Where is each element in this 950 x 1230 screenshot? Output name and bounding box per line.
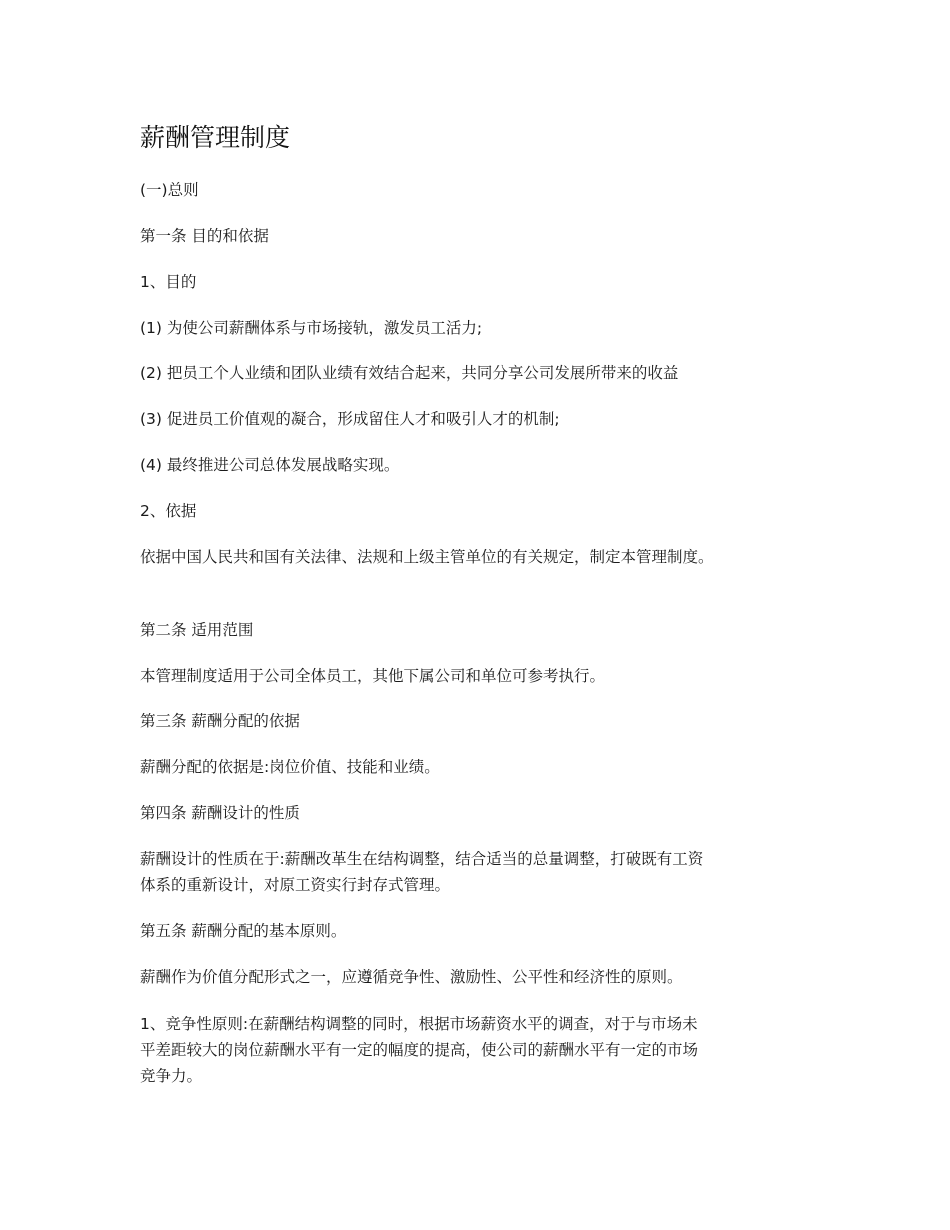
- article-4-paragraph: [140, 846, 820, 898]
- section-heading-general: (一)总则: [140, 181, 199, 199]
- article-5-intro: 薪酬作为价值分配形式之一，应遵循竞争性、激励性、公平性和经济性的原则。: [140, 968, 683, 986]
- purpose-item-2: (2) 把员工个人业绩和团队业绩有效结合起来，共同分享公司发展所带来的收益: [140, 364, 679, 382]
- article-1-heading: 第一条 目的和依据: [140, 227, 269, 245]
- purpose-item-3: (3) 促进员工价值观的凝合，形成留住人才和吸引人才的机制;: [140, 410, 560, 428]
- purpose-heading: 1、目的: [140, 273, 197, 291]
- principle-1-paragraph: [140, 1011, 820, 1089]
- purpose-item-4: (4) 最终推进公司总体发展战略实现。: [140, 456, 400, 474]
- article-3-heading: 第三条 薪酬分配的依据: [140, 712, 300, 730]
- article-3-text: 薪酬分配的依据是:岗位价值、技能和业绩。: [140, 758, 440, 776]
- page-title: 薪酬管理制度: [140, 123, 291, 152]
- basis-heading: 2、依据: [140, 502, 197, 520]
- article-5-heading: 第五条 薪酬分配的基本原则。: [140, 922, 347, 940]
- principle-1-line-3: 竞争力。: [140, 1067, 203, 1085]
- article-2-text: 本管理制度适用于公司全体员工，其他下属公司和单位可参考执行。: [140, 667, 606, 685]
- purpose-item-1: (1) 为使公司薪酬体系与市场接轨，激发员工活力;: [140, 319, 483, 337]
- principle-1-line-1: 1、竞争性原则:在薪酬结构调整的同时，根据市场薪资水平的调查，对于与市场未: [140, 1015, 698, 1033]
- article-4-text-line-1: 薪酬设计的性质在于:薪酬改革生在结构调整，结合适当的总量调整，打破既有工资: [140, 850, 704, 868]
- principle-1-line-2: 平差距较大的岗位薪酬水平有一定的幅度的提高，使公司的薪酬水平有一定的市场: [140, 1041, 699, 1059]
- article-2-heading: 第二条 适用范围: [140, 621, 254, 639]
- article-4-text-line-2: 体系的重新设计，对原工资实行封存式管理。: [140, 876, 451, 894]
- basis-text: 依据中国人民共和国有关法律、法规和上级主管单位的有关规定，制定本管理制度。: [140, 548, 714, 566]
- article-4-heading: 第四条 薪酬设计的性质: [140, 804, 300, 822]
